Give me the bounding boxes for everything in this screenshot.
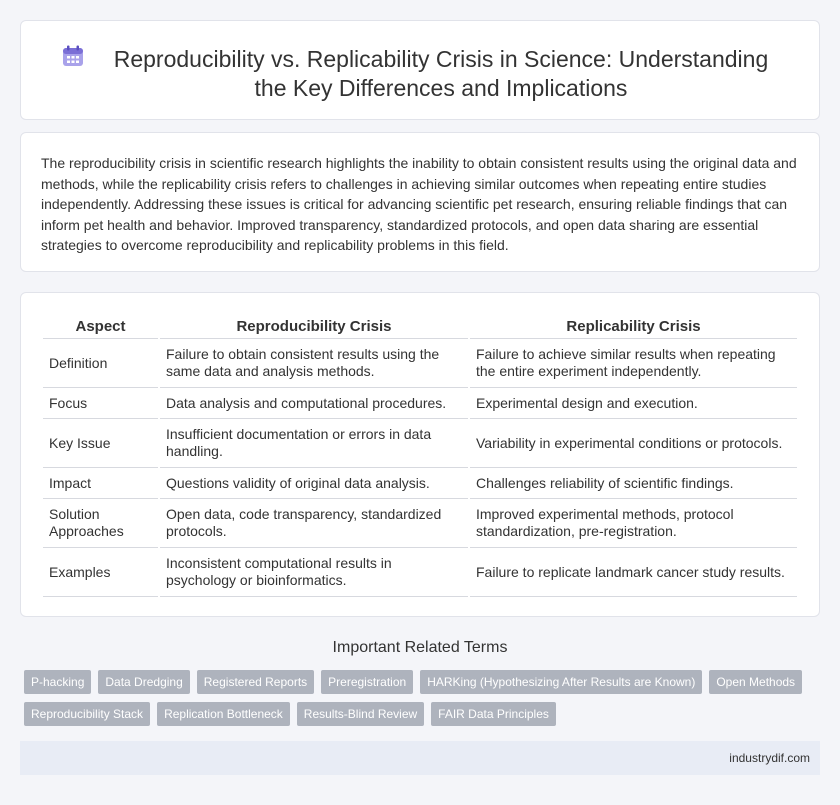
table-row	[43, 339, 797, 388]
tag-row	[24, 670, 820, 694]
tag[interactable]: HARKing (Hypothesizing After Results are Known)	[420, 670, 702, 694]
table-cell: Improved experimental methods, protocol standardization, pre-registration.	[470, 499, 797, 548]
footer	[20, 741, 820, 775]
table-cell: Key Issue	[43, 419, 158, 468]
tag[interactable]: FAIR Data Principles	[431, 702, 556, 726]
tag[interactable]: Preregistration	[321, 670, 413, 694]
header-replicability: Replicability Crisis	[470, 315, 797, 339]
table-cell: Definition	[43, 339, 158, 388]
tag[interactable]: Replication Bottleneck	[157, 702, 290, 726]
table-cell: Focus	[43, 388, 158, 419]
table-cell: Variability in experimental conditions or protocols.	[470, 419, 797, 468]
table-cell: Data analysis and computational procedures.	[160, 388, 468, 419]
tag[interactable]: P-hacking	[24, 670, 91, 694]
tag[interactable]: Data Dredging	[98, 670, 189, 694]
table-cell: Failure to replicate landmark cancer study results.	[470, 548, 797, 597]
table-cell: Challenges reliability of scientific findings.	[470, 468, 797, 499]
table-row	[43, 548, 797, 597]
title-card	[20, 20, 820, 120]
footer-site[interactable]: industrydif.com	[729, 751, 810, 765]
table-cell: Failure to achieve similar results when repeating the entire experiment independently.	[470, 339, 797, 388]
table-row	[43, 388, 797, 419]
tag[interactable]: Reproducibility Stack	[24, 702, 150, 726]
table-cell: Experimental design and execution.	[470, 388, 797, 419]
table-cell: Solution Approaches	[43, 499, 158, 548]
table-cell: Questions validity of original data analysis.	[160, 468, 468, 499]
page-title: Reproducibility vs. Replicability Crisis in Science: Understanding the Key Differences and Implications	[113, 46, 769, 101]
table-cell: Examples	[43, 548, 158, 597]
table-row	[43, 468, 797, 499]
table-cell: Impact	[43, 468, 158, 499]
comparison-card	[20, 292, 820, 617]
tag-row	[24, 702, 820, 726]
table-cell: Inconsistent computational results in psychology or bioinformatics.	[160, 548, 468, 597]
table-cell: Insufficient documentation or errors in data handling.	[160, 419, 468, 468]
table-cell: Failure to obtain consistent results using the same data and analysis methods.	[160, 339, 468, 388]
intro-paragraph: The reproducibility crisis in scientific research highlights the inability to obtain consistent results using the original data and methods, while the replicability crisis refers to challenges in achieving similar outcomes when repeating entire studies independently. Addressing these issues is critical for advancing scientific pet research, ensuring reliable findings that can inform pet health and behavior. Improved transparency, standardized protocols, and open data sharing are essential strategies to overcome reproducibility and replicability problems in this field.	[41, 155, 797, 253]
table-row	[43, 419, 797, 468]
tag[interactable]: Registered Reports	[197, 670, 314, 694]
related-terms	[24, 670, 820, 734]
header-reproducibility: Reproducibility Crisis	[160, 315, 468, 339]
table-header-row	[43, 315, 797, 339]
table-cell: Open data, code transparency, standardized protocols.	[160, 499, 468, 548]
related-terms-title: Important Related Terms	[332, 639, 508, 656]
table-row	[43, 499, 797, 548]
tag[interactable]: Open Methods	[709, 670, 802, 694]
intro-card	[20, 132, 820, 272]
tag[interactable]: Results-Blind Review	[297, 702, 424, 726]
comparison-table	[41, 315, 799, 597]
header-aspect: Aspect	[43, 315, 158, 339]
